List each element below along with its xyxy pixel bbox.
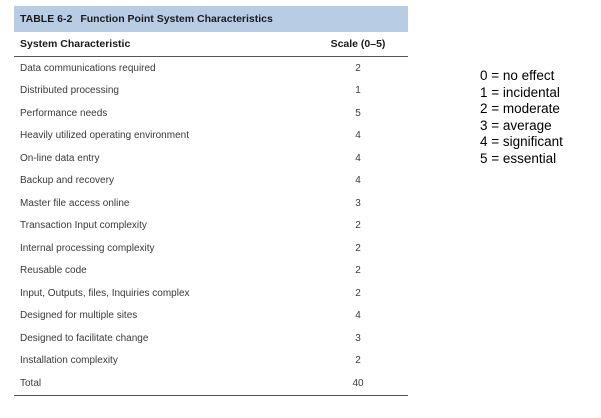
table-caption-title: Function Point System Characteristics: [80, 13, 273, 25]
row-scale: 1: [355, 85, 361, 97]
table-row: [14, 57, 408, 80]
table-row: [14, 80, 408, 103]
row-scale: 2: [355, 242, 361, 254]
total-label: Total: [20, 377, 42, 389]
row-scale: 3: [355, 197, 361, 209]
table-row: [14, 305, 408, 328]
table-row: [14, 192, 408, 215]
function-point-table: [14, 6, 408, 396]
table-total-row: [14, 372, 408, 396]
table-row: [14, 215, 408, 238]
table-row: [14, 327, 408, 350]
legend-item: 1 = incidental: [480, 84, 560, 100]
row-characteristic: Installation complexity: [20, 355, 118, 367]
table-caption-id: TABLE 6-2: [20, 13, 73, 25]
legend-item: 4 = significant: [480, 134, 563, 149]
row-scale: 2: [355, 62, 361, 74]
column-header-scale: Scale (0–5): [330, 38, 386, 50]
row-scale: 4: [355, 310, 361, 322]
table-row: [14, 125, 408, 148]
table-caption: [14, 6, 408, 32]
row-characteristic: On-line data entry: [20, 152, 100, 164]
table-row: [14, 350, 408, 373]
row-scale: 2: [355, 265, 361, 277]
legend-item: 2 = moderate: [480, 101, 560, 116]
table-row: [14, 170, 408, 193]
row-scale: 3: [355, 332, 361, 344]
row-scale: 4: [355, 175, 361, 187]
row-characteristic: Backup and recovery: [20, 175, 114, 187]
row-characteristic: Performance needs: [20, 107, 108, 119]
table-row: [14, 282, 408, 305]
row-characteristic: Master file access online: [20, 197, 130, 209]
table-row: [14, 237, 408, 260]
legend-item: 3 = average: [480, 117, 552, 133]
row-scale: 4: [355, 152, 361, 164]
scale-legend: [480, 68, 563, 167]
row-scale: 2: [355, 220, 361, 232]
row-characteristic: Reusable code: [20, 265, 87, 277]
row-characteristic: Input, Outputs, files, Inquiries complex: [20, 287, 190, 299]
table-row: [14, 260, 408, 283]
row-scale: 2: [355, 355, 361, 367]
row-characteristic: Heavily utilized operating environment: [20, 130, 189, 142]
row-characteristic: Distributed processing: [20, 85, 119, 97]
row-characteristic: Designed to facilitate change: [20, 332, 149, 344]
column-header-characteristic: System Characteristic: [20, 38, 131, 50]
row-characteristic: Transaction Input complexity: [20, 220, 147, 232]
row-characteristic: Internal processing complexity: [20, 242, 155, 254]
row-characteristic: Designed for multiple sites: [20, 310, 138, 322]
table-row: [14, 147, 408, 170]
row-scale: 4: [355, 130, 361, 142]
table-row: [14, 102, 408, 125]
legend-item: 0 = no effect: [480, 68, 555, 83]
row-characteristic: Data communications required: [20, 62, 156, 74]
row-scale: 5: [355, 107, 361, 119]
total-value: 40: [352, 377, 364, 389]
legend-item: 5 = essential: [480, 150, 557, 166]
row-scale: 2: [355, 287, 361, 299]
table-header-row: [14, 32, 408, 57]
